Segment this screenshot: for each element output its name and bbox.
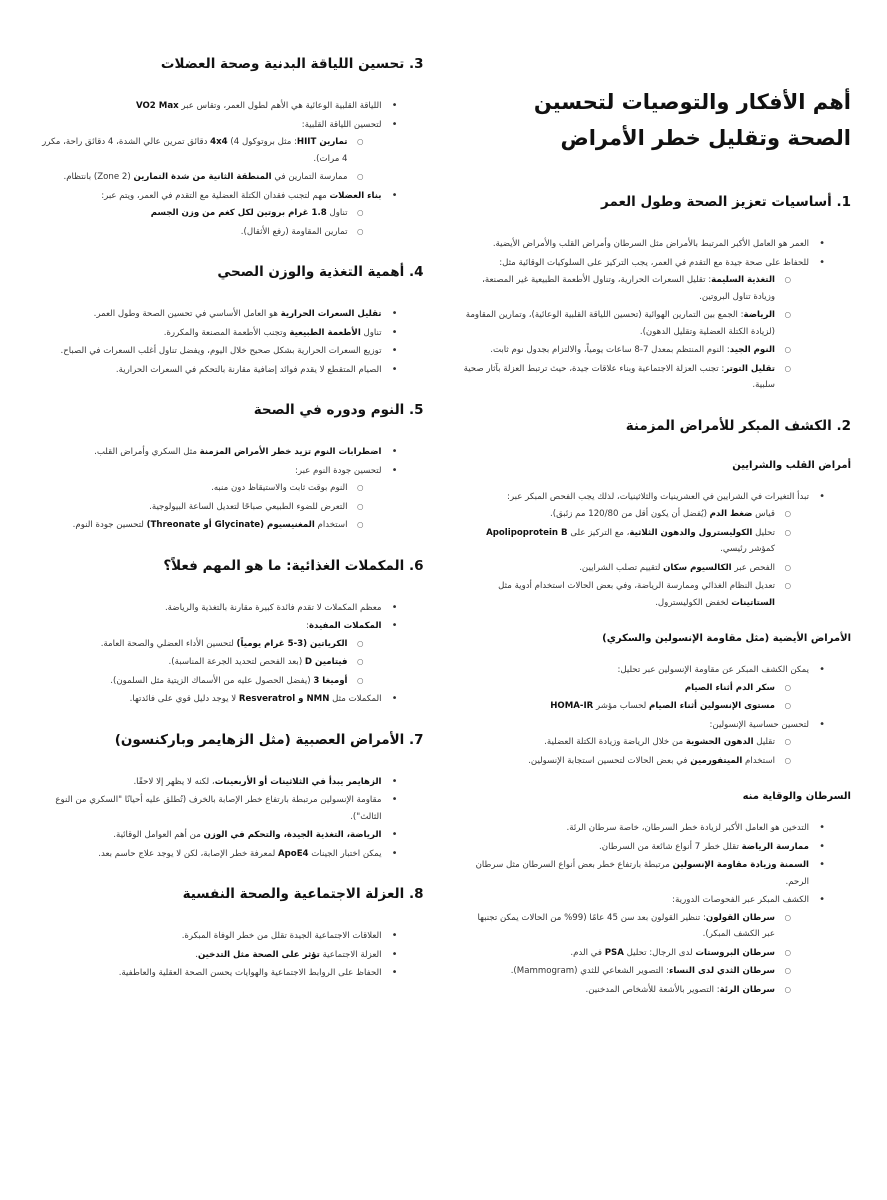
list-item: ○ استخدام المغنيسيوم (Glycinate أو Threonate) لتحسين جودة النوم. xyxy=(36,517,382,534)
list-item: • الرياضة، التغذية الجيدة، والتحكم في الوزن من أهم العوامل الوقائية. xyxy=(36,827,424,844)
section-7-heading: 7. الأمراض العصبية (مثل الزهايمر وباركنسون) xyxy=(114,731,424,748)
sub-list xyxy=(36,205,382,240)
subsection-heart-heading: أمراض القلب والشرايين xyxy=(732,459,851,471)
list-item: ○ تقليل الدهون الحشوية من خلال الرياضة وزيادة الكتلة العضلية. xyxy=(464,734,810,751)
list-item: ○ الفحص عبر الكالسيوم سكان لتقييم تصلب الشرايين. xyxy=(464,560,810,577)
sub-list xyxy=(464,506,810,611)
sub-list xyxy=(464,734,810,769)
left-column xyxy=(36,40,424,1180)
heart-list xyxy=(464,489,852,612)
section-3-heading: 3. تحسين اللياقة البدنية وصحة العضلات xyxy=(160,56,424,72)
document-title: أهم الأفكار والتوصيات لتحسين الصحة وتقليل خطر الأمراض xyxy=(533,90,851,150)
section-3-list xyxy=(36,98,424,240)
sub-list xyxy=(464,680,810,715)
section-4-list xyxy=(36,306,424,378)
right-column xyxy=(464,40,852,1180)
section-2 xyxy=(464,416,852,999)
list-item: ○ النوم بوقت ثابت والاستيقاظ دون منبه. xyxy=(36,480,382,497)
section-1 xyxy=(464,192,852,394)
list-item: • المكملات المفيدة: ○ الكرياتين (3-5 غرام يومياً) لتحسين الأداء العضلي والصحة العامة. ○ فيتامين D (بعد الفحص لتحديد الجرعة المناسبة). ○ أوميغا 3 (يفضل الحصول عليه من الأسماك الزيتية مثل السلمون). xyxy=(36,618,424,689)
sub-list xyxy=(464,272,810,394)
section-1-heading: 1. أساسيات تعزيز الصحة وطول العمر xyxy=(601,194,851,210)
list-item: ○ سرطان البروستات لدى الرجال: تحليل PSA في الدم. xyxy=(464,945,810,962)
list-item: ○ سرطان الرئة: التصوير بالأشعة للأشخاص المدخنين. xyxy=(464,982,810,999)
list-item: • الكشف المبكر عبر الفحوصات الدورية: ○ سرطان القولون: تنظير القولون بعد سن 45 عامًا (99% من الحالات يمكن تجنبها عبر الكشف المبكر). ○ سرطان البروستات لدى الرجال: تحليل PSA في الدم. ○ سرطان الثدي لدى النساء: التصوير الشعاعي للثدي (Mammogram). ○ سرطان الرئة: التصوير بالأشعة للأشخاص المدخنين. xyxy=(464,892,852,998)
list-item: ○ الرياضة: الجمع بين التمارين الهوائية (تحسين اللياقة القلبية الوعائية)، وتمارين المقاومة (لزيادة الكتلة العضلية وتقليل الدهون). xyxy=(464,307,810,340)
list-item: ○ تحليل الكوليسترول والدهون الثلاثية، مع التركيز على Apolipoprotein B كمؤشر رئيسي. xyxy=(464,525,810,558)
list-item: ○ قياس ضغط الدم (يُفضل أن يكون أقل من 120/80 مم زئبق). xyxy=(464,506,810,523)
list-item: • الصيام المتقطع لا يقدم فوائد إضافية مقارنة بالتحكم في السعرات الحرارية. xyxy=(36,362,424,379)
section-8 xyxy=(36,884,424,982)
list-item: ○ تقليل التوتر: تجنب العزلة الاجتماعية وبناء علاقات جيدة، حيث ترتبط العزلة بآثار صحية سلبية. xyxy=(464,361,810,394)
list-item: • الزهايمر يبدأ في الثلاثينات أو الأربعينات، لكنه لا يظهر إلا لاحقًا. xyxy=(36,774,424,791)
section-3 xyxy=(36,54,424,240)
list-item: ○ سكر الدم أثناء الصيام xyxy=(464,680,810,697)
section-2-heading: 2. الكشف المبكر للأمراض المزمنة xyxy=(625,417,851,434)
list-item: • مقاومة الإنسولين مرتبطة بارتفاع خطر الإصابة بالخرف (تُطلق عليه أحيانًا "السكري من النوع الثالث"). xyxy=(36,792,424,825)
list-item: ○ الكرياتين (3-5 غرام يومياً) لتحسين الأداء العضلي والصحة العامة. xyxy=(36,636,382,653)
sub-list xyxy=(36,636,382,690)
list-item: ○ تمارين المقاومة (رفع الأثقال). xyxy=(36,224,382,241)
cancer-list xyxy=(464,820,852,998)
list-item: ○ ممارسة التمارين في المنطقة الثانية من شدة التمارين (Zone 2) بانتظام. xyxy=(36,169,382,186)
section-7 xyxy=(36,730,424,863)
list-item: ○ التعرض للضوء الطبيعي صباحًا لتعديل الساعة البيولوجية. xyxy=(36,499,382,516)
section-7-list xyxy=(36,774,424,863)
list-item: • تناول الأطعمة الطبيعية وتجنب الأطعمة المصنعة والمكررة. xyxy=(36,325,424,342)
list-item: ○ سرطان القولون: تنظير القولون بعد سن 45 عامًا (99% من الحالات يمكن تجنبها عبر الكشف المبكر). xyxy=(464,910,810,943)
section-4-heading: 4. أهمية التغذية والوزن الصحي xyxy=(217,264,424,280)
list-item: • المكملات مثل NMN و Resveratrol لا يوجد دليل قوي على فائدتها. xyxy=(36,691,424,708)
sub-list xyxy=(36,480,382,534)
section-6 xyxy=(36,556,424,708)
section-8-heading: 8. العزلة الاجتماعية والصحة النفسية xyxy=(182,886,424,902)
list-item: • العلاقات الاجتماعية الجيدة تقلل من خطر الوفاة المبكرة. xyxy=(36,928,424,945)
list-item: ○ مستوى الإنسولين أثناء الصيام لحساب مؤشر HOMA-IR xyxy=(464,698,810,715)
list-item: • بناء العضلات مهم لتجنب فقدان الكتلة العضلية مع التقدم في العمر، ويتم عبر: ○ تناول 1.8 غرام بروتين لكل كغم من وزن الجسم ○ تمارين المقاومة (رفع الأثقال). xyxy=(36,188,424,241)
list-item: ○ التغذية السليمة: تقليل السعرات الحرارية، وتناول الأطعمة الطبيعية غير المصنعة، وزيادة تناول البروتين. xyxy=(464,272,810,305)
sub-list xyxy=(36,134,382,186)
section-1-list xyxy=(464,236,852,394)
list-item: • لتحسين حساسية الإنسولين: ○ تقليل الدهون الحشوية من خلال الرياضة وزيادة الكتلة العضلية. ○ استخدام الميتفورمين في بعض الحالات لتحسين استجابة الإنسولين. xyxy=(464,717,852,770)
list-item: • تبدأ التغيرات في الشرايين في العشرينيات والثلاثينيات، لذلك يجب الفحص المبكر عبر: ○ قياس ضغط الدم (يُفضل أن يكون أقل من 120/80 مم زئبق). ○ تحليل الكوليسترول والدهون الثلاثية، مع التركيز على Apolipoprotein B كمؤشر رئيسي. ○ الفحص عبر الكالسيوم سكان لتقييم تصلب الشرايين. ○ تعديل النظام الغذائي وممارسة الرياضة، وفي بعض الحالات استخدام أدوية مثل الستاتينات لخفض الكوليسترول. xyxy=(464,489,852,612)
list-item: • العمر هو العامل الأكبر المرتبط بالأمراض مثل السرطان وأمراض القلب والأمراض الأيضية. xyxy=(464,236,852,253)
list-item: • ممارسة الرياضة تقلل خطر 7 أنواع شائعة من السرطان. xyxy=(464,839,852,856)
section-5-heading: 5. النوم ودوره في الصحة xyxy=(253,402,424,418)
list-item: • يمكن اختبار الجينات ApoE4 لمعرفة خطر الإصابة، لكن لا يوجد علاج حاسم بعد. xyxy=(36,846,424,863)
list-item: • اللياقة القلبية الوعائية هي الأهم لطول العمر، وتقاس عبر VO2 Max xyxy=(36,98,424,115)
list-item: • تقليل السعرات الحرارية هو العامل الأساسي في تحسين الصحة وطول العمر. xyxy=(36,306,424,323)
subsection-cancer-heading: السرطان والوقاية منه xyxy=(742,791,851,802)
metabolic-list xyxy=(464,662,852,769)
list-item: ○ سرطان الثدي لدى النساء: التصوير الشعاعي للثدي (Mammogram). xyxy=(464,963,810,980)
section-5 xyxy=(36,400,424,534)
subsection-metabolic-heading: الأمراض الأيضية (مثل مقاومة الإنسولين والسكري) xyxy=(602,633,851,644)
list-item: • معظم المكملات لا تقدم فائدة كبيرة مقارنة بالتغذية والرياضة. xyxy=(36,600,424,617)
sub-list xyxy=(464,910,810,999)
list-item: ○ أوميغا 3 (يفضل الحصول عليه من الأسماك الزيتية مثل السلمون). xyxy=(36,673,382,690)
list-item: ○ النوم الجيد: النوم المنتظم بمعدل 7-8 ساعات يومياً، والالتزام بجدول نوم ثابت. xyxy=(464,342,810,359)
list-item: • يمكن الكشف المبكر عن مقاومة الإنسولين عبر تحليل: ○ سكر الدم أثناء الصيام ○ مستوى الإنسولين أثناء الصيام لحساب مؤشر HOMA-IR xyxy=(464,662,852,715)
list-item: • العزلة الاجتماعية تؤثر على الصحة مثل التدخين. xyxy=(36,947,424,964)
section-5-list xyxy=(36,444,424,534)
list-item: • للحفاظ على صحة جيدة مع التقدم في العمر، يجب التركيز على السلوكيات الوقائية مثل: ○ التغذية السليمة: تقليل السعرات الحرارية، وتناول الأطعمة الطبيعية غير المصنعة، وزيادة تناول البروتين. ○ الرياضة: الجمع بين التمارين الهوائية (تحسين اللياقة القلبية الوعائية)، وتمارين المقاومة (لزيادة الكتلة العضلية وتقليل الدهون). ○ النوم الجيد: النوم المنتظم بمعدل 7-8 ساعات يومياً، والالتزام بجدول نوم ثابت. ○ تقليل التوتر: تجنب العزلة الاجتماعية وبناء علاقات جيدة، حيث ترتبط العزلة بآثار صحية سلبية. xyxy=(464,255,852,394)
list-item: ○ تعديل النظام الغذائي وممارسة الرياضة، وفي بعض الحالات استخدام أدوية مثل الستاتينات لخفض الكوليسترول. xyxy=(464,578,810,611)
list-item: • الحفاظ على الروابط الاجتماعية والهوايات يحسن الصحة العقلية والعاطفية. xyxy=(36,965,424,982)
section-6-heading: 6. المكملات الغذائية: ما هو المهم فعلاً؟ xyxy=(163,557,424,574)
list-item: • السمنة وزيادة مقاومة الإنسولين مرتبطة بارتفاع خطر بعض أنواع السرطان مثل سرطان الرحم. xyxy=(464,857,852,890)
section-4 xyxy=(36,262,424,378)
list-item: ○ استخدام الميتفورمين في بعض الحالات لتحسين استجابة الإنسولين. xyxy=(464,753,810,770)
list-item: ○ تمارين HIIT: مثل بروتوكول 4) 4x4 دقائق تمرين عالي الشدة، 4 دقائق راحة، مكرر 4 مرات). xyxy=(36,134,382,167)
list-item: • اضطرابات النوم تزيد خطر الأمراض المزمنة مثل السكري وأمراض القلب. xyxy=(36,444,424,461)
list-item: ○ تناول 1.8 غرام بروتين لكل كغم من وزن الجسم xyxy=(36,205,382,222)
list-item: • لتحسين جودة النوم عبر: ○ النوم بوقت ثابت والاستيقاظ دون منبه. ○ التعرض للضوء الطبيعي صباحًا لتعديل الساعة البيولوجية. ○ استخدام المغنيسيوم (Glycinate أو Threonate) لتحسين جودة النوم. xyxy=(36,463,424,534)
section-6-list xyxy=(36,600,424,708)
list-item: • توزيع السعرات الحرارية بشكل صحيح خلال اليوم، ويفضل تناول أغلب السعرات في الصباح. xyxy=(36,343,424,360)
list-item: • التدخين هو العامل الأكبر لزيادة خطر السرطان، خاصة سرطان الرئة. xyxy=(464,820,852,837)
section-8-list xyxy=(36,928,424,982)
list-item: • لتحسين اللياقة القلبية: ○ تمارين HIIT: مثل بروتوكول 4) 4x4 دقائق تمرين عالي الشدة، 4 دقائق راحة، مكرر 4 مرات). ○ ممارسة التمارين في المنطقة الثانية من شدة التمارين (Zone 2) بانتظام. xyxy=(36,117,424,186)
list-item: ○ فيتامين D (بعد الفحص لتحديد الجرعة المناسبة). xyxy=(36,654,382,671)
